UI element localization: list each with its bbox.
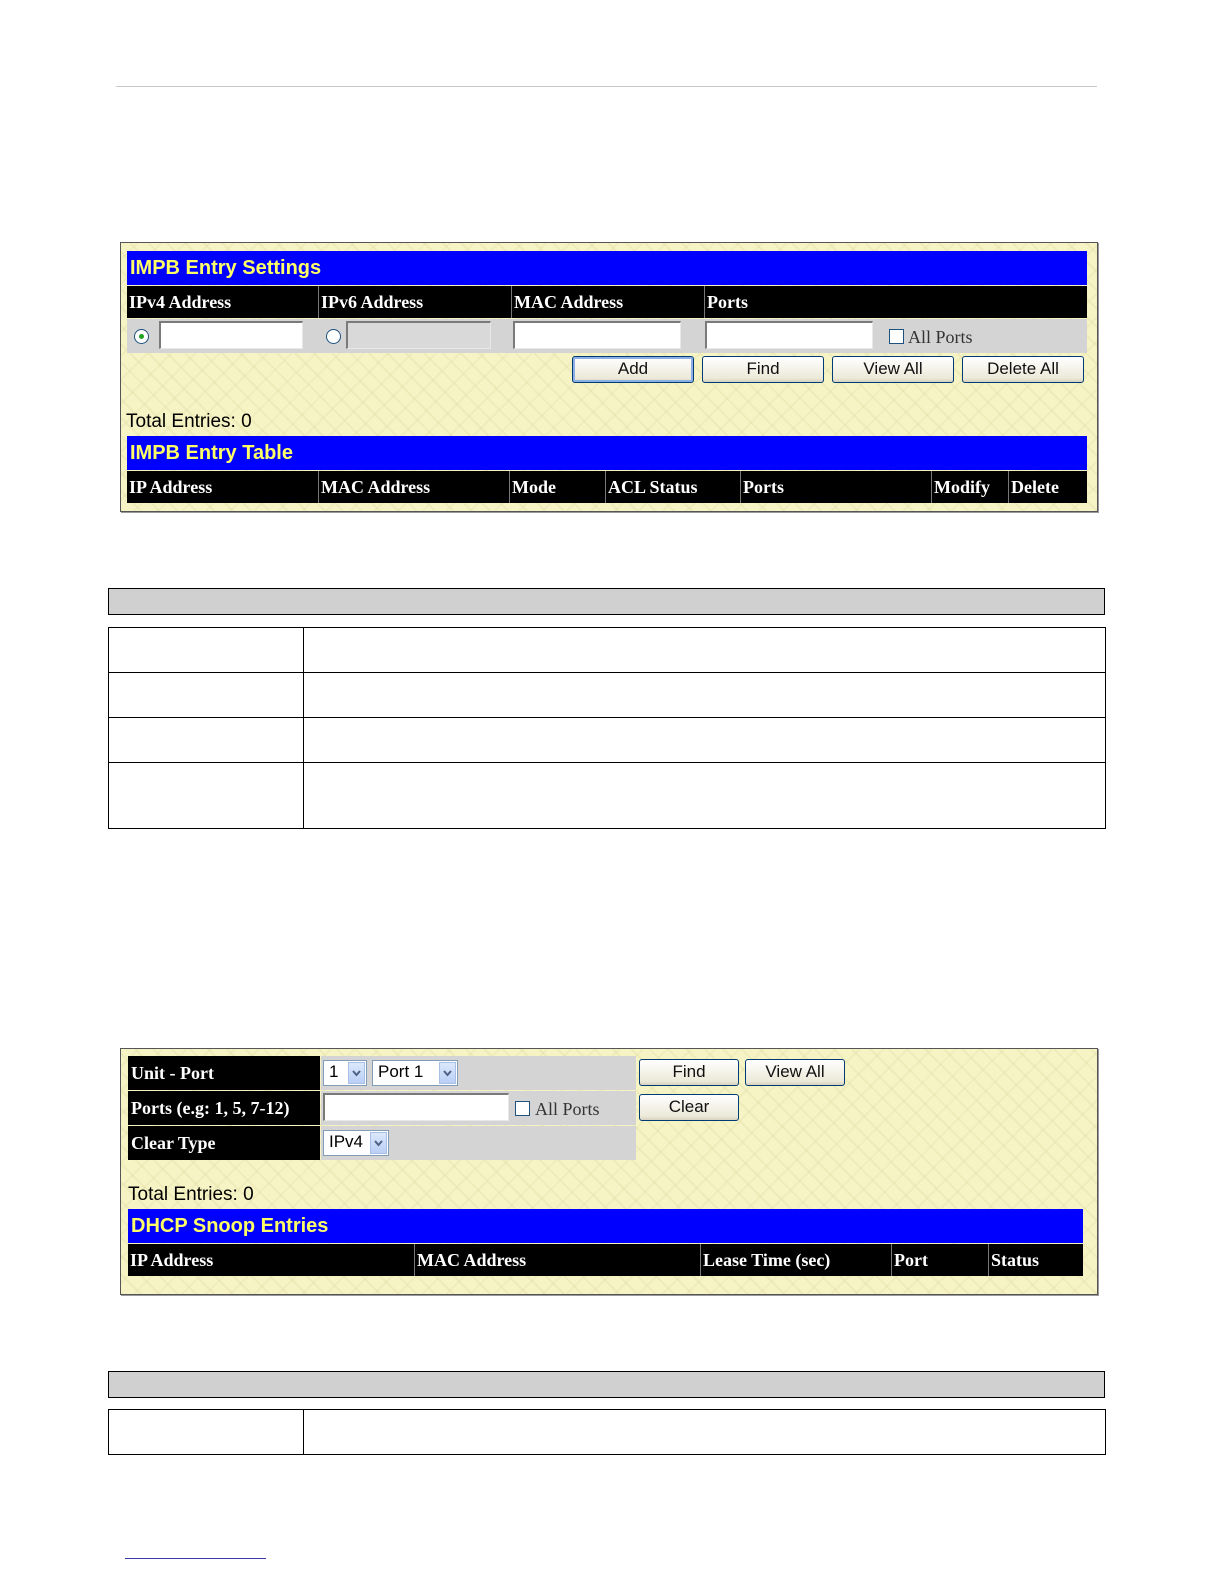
col-modify: Modify: [932, 471, 1009, 503]
col-acl-status: ACL Status: [606, 471, 741, 503]
port-select-value: Port 1: [378, 1062, 424, 1081]
description-table: [108, 627, 1106, 829]
ports-row: [321, 1091, 636, 1125]
ipv4-address-input[interactable]: [159, 321, 303, 349]
ports-input[interactable]: [705, 321, 873, 349]
add-button[interactable]: Add: [572, 356, 694, 383]
col-mode: Mode: [510, 471, 606, 503]
dhcp-table-title: DHCP Snoop Entries: [128, 1209, 1083, 1243]
all-ports-checkbox[interactable]: [889, 329, 904, 344]
header-mac-address: MAC Address: [512, 286, 705, 318]
col-ip-address: IP Address: [128, 1244, 415, 1276]
footer-link-rule: [125, 1558, 266, 1559]
table-row: [109, 1410, 1106, 1455]
dhcp-find-button[interactable]: Find: [639, 1059, 739, 1086]
unit-port-row: [321, 1056, 636, 1090]
col-mac-address: MAC Address: [319, 471, 510, 503]
chevron-down-icon: [348, 1062, 365, 1084]
col-status: Status: [991, 1250, 1040, 1270]
impb-settings-header-row: [127, 286, 1087, 318]
col-lease-time: Lease Time (sec): [701, 1244, 892, 1276]
impb-input-row: [127, 319, 1087, 353]
all-ports-label: All Ports: [908, 327, 973, 347]
dhcp-clear-button[interactable]: Clear: [639, 1094, 739, 1121]
ipv6-address-input[interactable]: [346, 321, 491, 349]
clear-type-row: [321, 1126, 636, 1160]
header-ipv4-address: IPv4 Address: [127, 286, 319, 318]
port-select[interactable]: [372, 1060, 458, 1086]
dhcp-view-all-button[interactable]: View All: [745, 1059, 845, 1086]
header-ports: Ports: [707, 292, 748, 312]
clear-type-value: IPv4: [329, 1132, 364, 1151]
radio-selected-dot: [139, 334, 144, 339]
mac-address-input[interactable]: [513, 321, 681, 349]
unit-select-value: 1: [329, 1062, 339, 1081]
ports-label: Ports (e.g: 1, 5, 7-12): [128, 1091, 320, 1125]
clear-type-select[interactable]: [323, 1130, 389, 1156]
col-ip-address: IP Address: [127, 471, 319, 503]
find-button[interactable]: Find: [702, 356, 824, 383]
impb-table-header-row: [127, 471, 1087, 503]
dhcp-total-entries: Total Entries: 0: [128, 1184, 254, 1205]
unit-select[interactable]: [323, 1060, 367, 1086]
dhcp-table-header-row: [128, 1244, 1083, 1276]
unit-port-label: Unit - Port: [128, 1056, 320, 1090]
description-table-header: [108, 588, 1105, 615]
table-row: [109, 718, 1106, 763]
clear-type-label: Clear Type: [128, 1126, 320, 1160]
description-table: [108, 1409, 1106, 1455]
ipv4-radio[interactable]: [134, 329, 149, 344]
ipv6-radio[interactable]: [326, 329, 341, 344]
col-port: Port: [892, 1244, 989, 1276]
table-row: [109, 673, 1106, 718]
table-row: [109, 628, 1106, 673]
chevron-down-icon: [370, 1132, 387, 1154]
view-all-button[interactable]: View All: [832, 356, 954, 383]
impb-total-entries: Total Entries: 0: [126, 411, 252, 432]
dhcp-ports-input[interactable]: [323, 1093, 509, 1121]
col-delete: Delete: [1011, 477, 1059, 497]
chevron-down-icon: [439, 1062, 456, 1084]
col-ports: Ports: [741, 471, 932, 503]
col-mac-address: MAC Address: [415, 1244, 701, 1276]
header-ipv6-address: IPv6 Address: [319, 286, 512, 318]
impb-entry-panel: [120, 242, 1098, 512]
top-rule: [116, 86, 1097, 87]
description-table-header: [108, 1371, 1105, 1398]
dhcp-all-ports-checkbox[interactable]: [515, 1101, 530, 1116]
dhcp-all-ports-label: All Ports: [535, 1099, 600, 1119]
dhcp-snoop-panel: [120, 1048, 1098, 1295]
impb-settings-title: IMPB Entry Settings: [127, 251, 1087, 285]
delete-all-button[interactable]: Delete All: [962, 356, 1084, 383]
impb-table-title: IMPB Entry Table: [127, 436, 1087, 470]
table-row: [109, 763, 1106, 829]
